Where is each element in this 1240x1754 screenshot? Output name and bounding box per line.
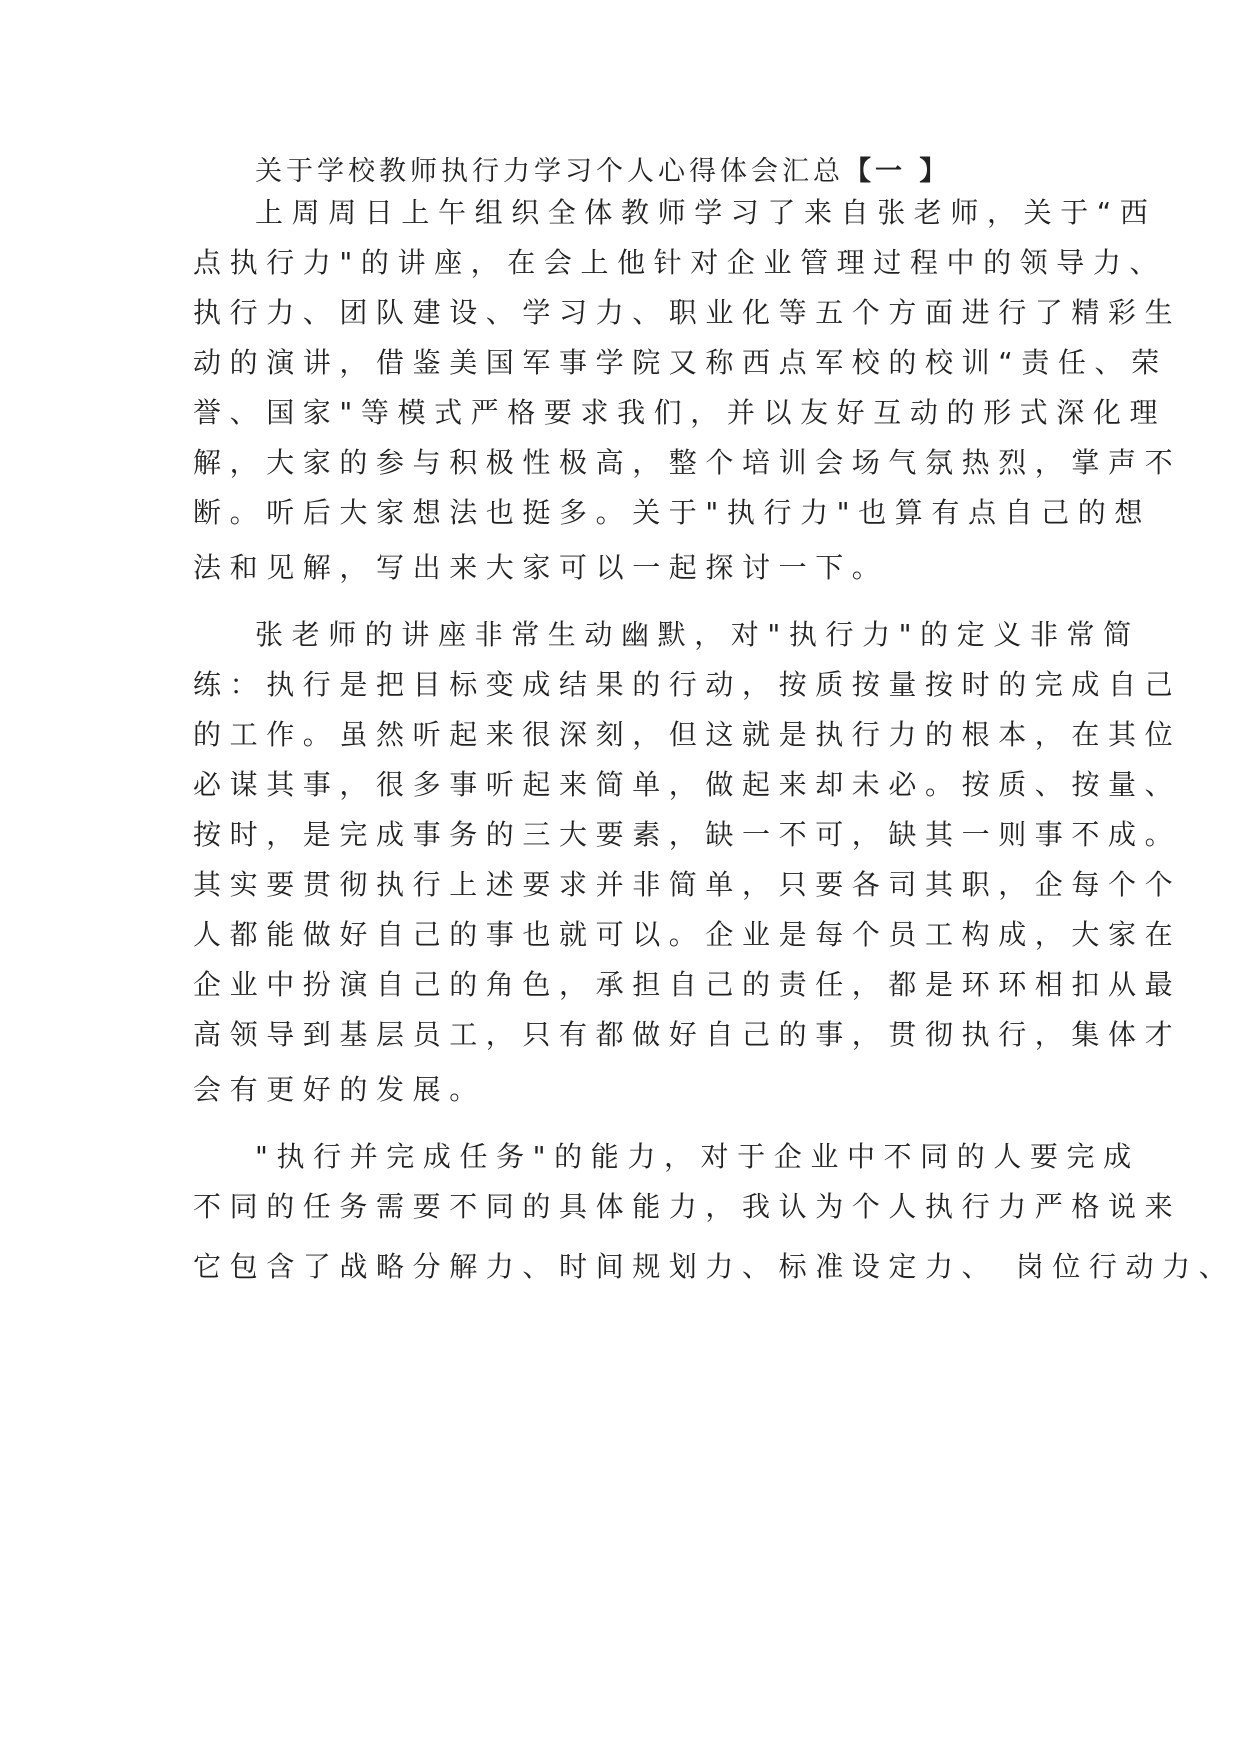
paragraph-3-line-2: 不同的任务需要不同的具体能力，我认为个人执行力严格说来 (193, 1190, 1182, 1223)
paragraph-2-line-2: 练：执行是把目标变成结果的行动，按质按量按时的完成自己 (193, 668, 1182, 701)
paragraph-2-line-5: 按时，是完成事务的三大要素，缺一不可，缺其一则事不成。 (193, 818, 1182, 851)
paragraph-1-line-5: 誉、国家"等模式严格要求我们，并以友好互动的形式深化理 (193, 396, 1167, 429)
paragraph-2-line-1: 张老师的讲座非常生动幽默，对"执行力"的定义非常简 (255, 618, 1140, 651)
paragraph-2-line-6: 其实要贯彻执行上述要求并非简单，只要各司其职，企每个个 (193, 868, 1182, 901)
paragraph-3-line-1: "执行并完成任务"的能力，对于企业中不同的人要完成 (255, 1140, 1140, 1173)
paragraph-1-line-6: 解，大家的参与积极性极高，整个培训会场气氛热烈，掌声不 (193, 446, 1182, 479)
document-title (255, 152, 950, 192)
paragraph-2-line-7: 人都能做好自己的事也就可以。企业是每个员工构成，大家在 (193, 918, 1182, 951)
title-text: 关于学校教师执行力学习个人心得体会汇总 (255, 156, 844, 187)
paragraph-2-line-8: 企业中扮演自己的角色，承担自己的责任，都是环环相扣从最 (193, 968, 1182, 1001)
paragraph-2-line-10: 会有更好的发展。 (193, 1073, 486, 1106)
paragraph-3-line-3: 它包含了战略分解力、时间规划力、标准设定力、 岗位行动力、 (193, 1250, 1236, 1283)
paragraph-2-line-3: 的工作。虽然听起来很深刻，但这就是执行力的根本，在其位 (193, 718, 1182, 751)
title-bracket: 【一 】 (844, 156, 951, 187)
paragraph-2-line-4: 必谋其事，很多事听起来简单，做起来却未必。按质、按量、 (193, 768, 1182, 801)
paragraph-1-line-8: 法和见解，写出来大家可以一起探讨一下。 (193, 551, 889, 584)
paragraph-2-line-9: 高领导到基层员工，只有都做好自己的事，贯彻执行，集体才 (193, 1018, 1182, 1051)
paragraph-1-line-4: 动的演讲，借鉴美国军事学院又称西点军校的校训“责任、荣 (193, 346, 1168, 379)
paragraph-1-line-7: 断。听后大家想法也挺多。关于"执行力"也算有点自己的想 (193, 496, 1151, 529)
paragraph-1-line-2: 点执行力"的讲座，在会上他针对企业管理过程中的领导力、 (193, 246, 1167, 279)
paragraph-1-line-3: 执行力、团队建设、学习力、职业化等五个方面进行了精彩生 (193, 296, 1182, 329)
paragraph-1-line-1: 上周周日上午组织全体教师学习了来自张老师，关于“西 (255, 196, 1157, 229)
